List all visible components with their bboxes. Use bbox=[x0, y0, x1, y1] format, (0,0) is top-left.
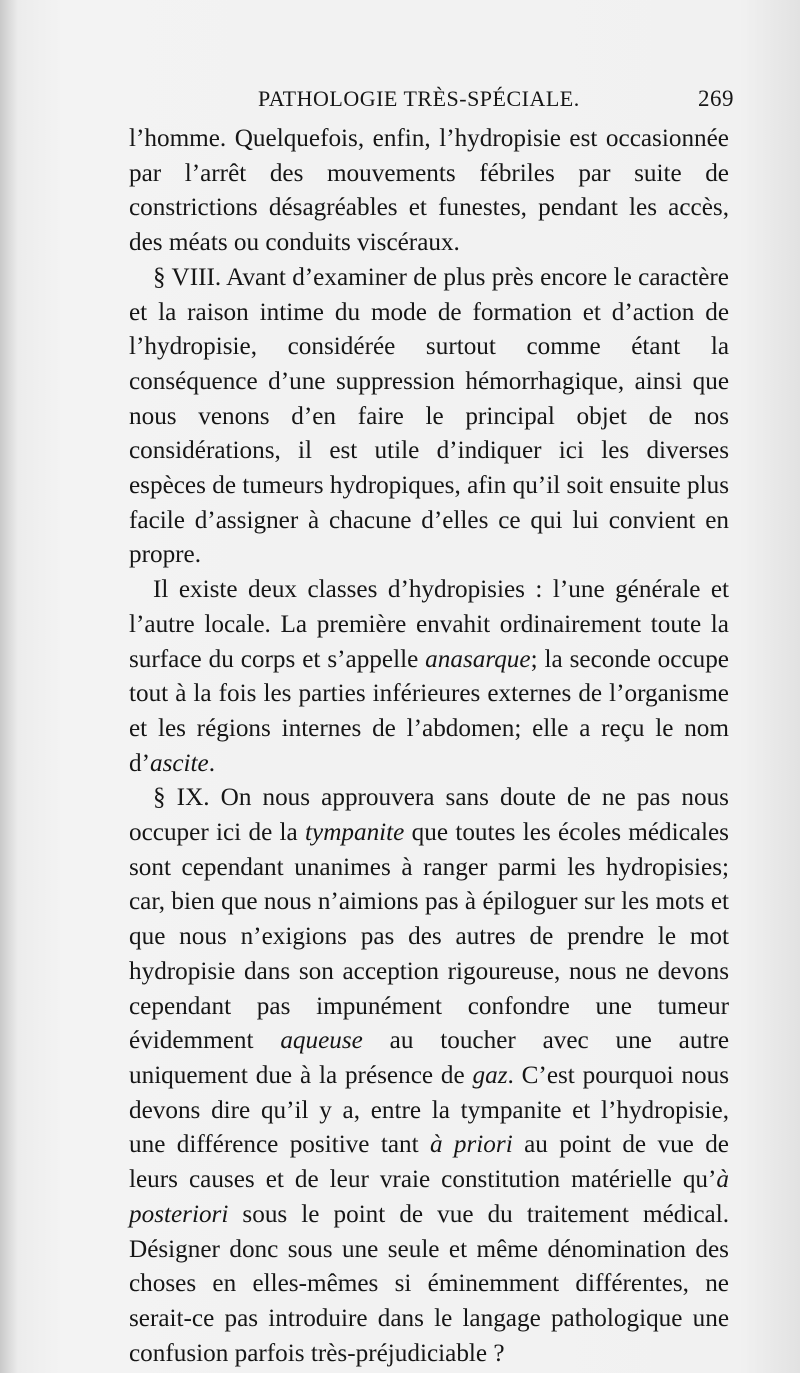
italic-term-ascite: ascite bbox=[149, 749, 209, 777]
text-run: . C’est pourquoi nous devons dire qu’il y a, entre la tympanite et l’hydropisie, une différence positive tant bbox=[129, 1061, 729, 1159]
text-run: Il existe deux classes d’hydropisies : l’une générale et l’autre locale. La première envahit ordinairement toute la surface du corps et s’appelle bbox=[129, 576, 729, 673]
page-number: 269 bbox=[698, 86, 734, 111]
text-run: sous le point de vue du traitement médical. Désigner donc sous une seule et même dénomination des choses en elles-mêmes si éminemment différentes, ne serait-ce pas introduire dans le langage pathologique une confusion parfois très-préjudiciable ? bbox=[129, 1200, 729, 1367]
text-run: au toucher avec une autre uniquement due à la présence de bbox=[129, 1027, 730, 1089]
text-run: ; la seconde occupe tout à la fois les parties inférieures externes de l’organisme et les régions internes de l’abdomen; elle a reçu le nom d’ bbox=[129, 645, 729, 777]
paragraph-1: l’homme. Quelquefois, enfin, l’hydropisie est occasionnée par l’arrêt des mouvements fébriles par suite de constrictions désagréables et funestes, pendant les accès, des méats ou conduits viscéraux. bbox=[129, 125, 729, 257]
paragraph-section-viii: § VIII. Avant d’examiner de plus près encore le caractère et la raison intime du mode de formation et d’action de l’hydropisie, considérée surtout comme étant la conséquence d’une suppression hémorrhagique, ainsi que nous venons d’en faire le principal objet de nos considérations, il est utile d’indiquer ici les diverses espèces de tumeurs hydropiques, afin qu’il soit ensuite plus facile d’assigner à chacune d’elles ce qui lui convient en propre. bbox=[129, 263, 729, 569]
text-run: § IX. On nous approuvera sans doute de ne pas nous occuper ici de la bbox=[129, 784, 729, 847]
paragraph-classes bbox=[129, 573, 729, 781]
text-run: que toutes les écoles médicales sont cependant unanimes à ranger parmi les hydropisies; car, bien que nous n’aimions pas à épiloguer sur les mots et que nous n’exigions pas des autres de prendre le mot hydropisie dans son acception rigoureuse, nous ne devons cependant pas impunément confondre une tumeur évidemment bbox=[129, 819, 729, 1055]
italic-term-gaz: gaz bbox=[472, 1061, 508, 1089]
italic-term-tympanite: tympanite bbox=[305, 819, 405, 847]
text-run: au point de vue de leurs causes et de leur vraie constitution matérielle qu’ bbox=[129, 1131, 729, 1194]
text-run: . bbox=[208, 749, 216, 777]
italic-term-anasarque: anasarque bbox=[425, 645, 531, 673]
italic-term-a-posteriori: à posteriori bbox=[129, 1166, 729, 1228]
paragraph-section-ix bbox=[129, 781, 729, 1371]
page-body bbox=[129, 122, 729, 1371]
page-header bbox=[258, 86, 734, 118]
italic-term-aqueuse: aqueuse bbox=[280, 1027, 363, 1055]
running-title: PATHOLOGIE TRÈS-SPÉCIALE. bbox=[258, 86, 580, 111]
italic-term-a-priori: à priori bbox=[429, 1131, 513, 1159]
